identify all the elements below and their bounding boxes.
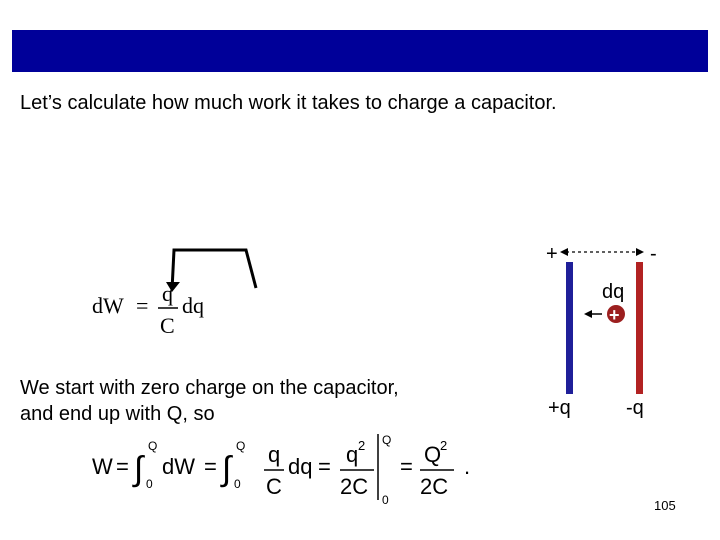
eq2-integral-1: ∫ — [134, 450, 144, 488]
right-plate — [636, 262, 643, 394]
eq2-Q2-exp: 2 — [440, 438, 448, 453]
eq2-equals-1: = — [116, 454, 129, 479]
minus-top-label: - — [650, 243, 657, 265]
eq2-Q2-num: Q — [424, 442, 442, 467]
eq2-dW: dW — [162, 454, 195, 479]
top-arrowhead-left — [560, 248, 568, 256]
eq2-lower-1: 0 — [146, 477, 153, 491]
eq2-2C-den: 2C — [340, 474, 369, 499]
intro-text: Let’s calculate how much work it takes to charge a capacitor. — [20, 92, 557, 114]
right-plate-label: -q — [626, 397, 644, 419]
eq2-upper-2: Q — [236, 439, 246, 453]
equation-work — [90, 430, 490, 510]
eq2-C-den: C — [266, 474, 282, 499]
plus-top-label: + — [546, 243, 558, 265]
eq2-upper-1: Q — [148, 439, 158, 453]
capacitor-diagram — [530, 236, 680, 436]
paragraph — [20, 375, 490, 427]
eq2-equals-2: = — [204, 454, 217, 479]
eq1-equals: = — [136, 293, 149, 318]
eq2-q2-exp: 2 — [358, 438, 366, 453]
equation-dw — [92, 275, 232, 345]
eq2-dq: dq — [288, 454, 313, 479]
eq1-denominator: C — [160, 313, 175, 338]
eq2-eval-upper: Q — [382, 433, 392, 447]
charge-arrowhead — [584, 310, 592, 318]
eq1-rhs: dq — [182, 293, 204, 318]
left-plate — [566, 262, 573, 394]
eq2-q2-num: q — [346, 442, 359, 467]
eq2-lower-2: 0 — [234, 477, 241, 491]
eq1-lhs: dW — [92, 293, 124, 318]
title-bar — [12, 30, 708, 72]
eq2-eval-lower: 0 — [382, 493, 389, 507]
page-number: 105 — [654, 498, 676, 513]
eq2-2C-den-2: 2C — [420, 474, 449, 499]
eq2-equals-3: = — [318, 454, 331, 479]
eq2-q-num: q — [268, 442, 281, 467]
eq2-W: W — [92, 454, 113, 479]
eq2-integral-2: ∫ — [222, 450, 232, 488]
paragraph-line-1: We start with zero charge on the capacitor, — [20, 377, 399, 399]
eq2-period: . — [464, 454, 471, 479]
top-arrowhead-right — [636, 248, 644, 256]
eq1-numerator: q — [162, 281, 173, 306]
left-plate-label: +q — [548, 397, 571, 419]
paragraph-line-2: and end up with Q, so — [20, 403, 215, 425]
eq2-equals-4: = — [400, 454, 413, 479]
charge-symbol: + — [609, 305, 620, 325]
dq-label: dq — [602, 281, 625, 303]
